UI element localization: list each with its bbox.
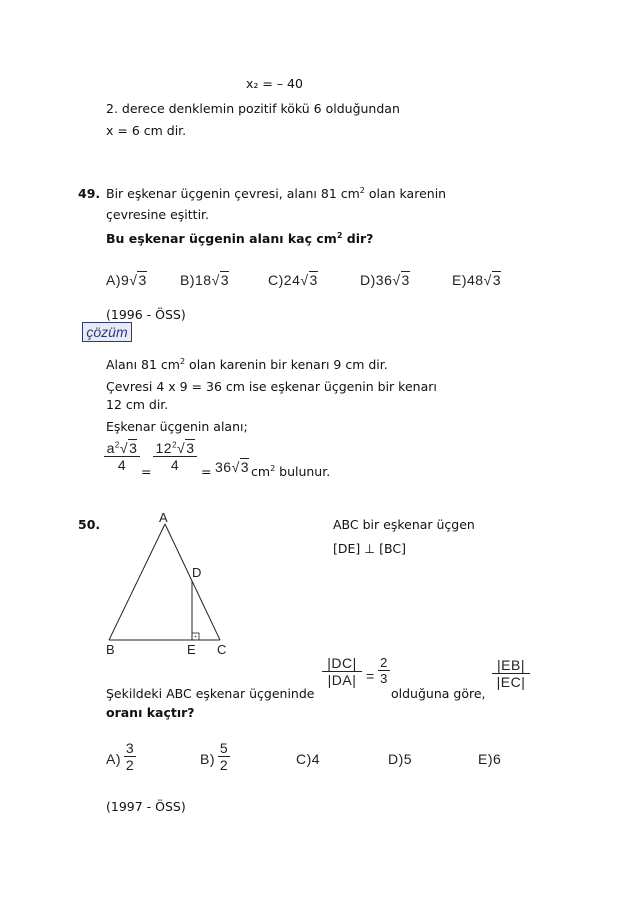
question-49-number: 49. bbox=[78, 186, 101, 201]
equals-sign-1: = bbox=[141, 464, 152, 479]
equals-sign-2: = bbox=[201, 464, 212, 479]
question-50-number: 50. bbox=[78, 517, 101, 532]
q50-option-a[interactable]: A) bbox=[106, 751, 121, 767]
q50-option-a-fraction[interactable]: $\frac{3}{2}$ bbox=[125, 740, 135, 773]
q49-option-c[interactable]: C)24√3 bbox=[268, 272, 318, 288]
positive-root-line: 2. derece denklemin pozitif kökü 6 olduğundan bbox=[106, 101, 400, 116]
question-49-text-line2: çevresine eşittir. bbox=[106, 207, 210, 222]
q49-option-e[interactable]: E)48√3 bbox=[452, 272, 502, 288]
q50-option-b-fraction[interactable]: $\frac{5}{2}$ bbox=[219, 740, 229, 773]
asked-ratio-eb-ec: $\frac{|EB|}{|EC|}$ bbox=[492, 657, 530, 690]
vertex-e-label: E bbox=[187, 642, 197, 657]
q50-condition-mid: olduğuna göre, bbox=[391, 686, 486, 701]
ratio-equals: = bbox=[366, 668, 375, 684]
q49-solution-line1: Alanı 81 $cm^2$ olan karenin bir kenarı 9 cm dir. bbox=[106, 356, 388, 372]
right-angle-dot bbox=[195, 636, 197, 638]
ratio-dc-da: $\frac{|DC|}{|DA|}$ bbox=[322, 655, 362, 688]
q49-solution-line3: 12 cm dir. bbox=[106, 397, 169, 412]
vertex-d-label: D bbox=[192, 565, 202, 580]
q50-option-e[interactable]: E)6 bbox=[478, 751, 502, 767]
x2-equation: x₂ = – 40 bbox=[246, 76, 303, 91]
question-49-prompt: Bu eşkenar üçgenin alanı kaç $cm^2$ dir? bbox=[106, 230, 374, 246]
ratio-two-thirds: $\frac{2}{3}$ bbox=[378, 655, 390, 686]
vertex-c-label: C bbox=[217, 642, 227, 657]
vertex-b-label: B bbox=[106, 642, 116, 657]
q49-solution-line4: Eşkenar üçgenin alanı; bbox=[106, 419, 248, 434]
question-50-prompt: oranı kaçtır? bbox=[106, 705, 195, 720]
q50-condition-text: Şekildeki ABC eşkenar üçgeninde bbox=[106, 686, 315, 701]
q49-option-a[interactable]: A)9√3 bbox=[106, 272, 147, 288]
solution-badge: çözüm bbox=[82, 322, 132, 342]
side-ab bbox=[109, 524, 165, 640]
q50-given-equilateral: ABC bir eşkenar üçgen bbox=[333, 517, 475, 532]
q50-given-perpendicular: [DE] ⊥ [BC] bbox=[333, 541, 406, 556]
vertex-a-label: A bbox=[159, 510, 169, 525]
q50-option-c[interactable]: C)4 bbox=[296, 751, 321, 767]
question-49-text-line1: Bir eşkenar üçgenin çevresi, alanı 81 $cm^2$ olan karenin bbox=[106, 185, 447, 201]
q49-option-d[interactable]: D)36√3 bbox=[360, 272, 410, 288]
area-formula-fraction-2: $\frac{12^2√3}{4}$ bbox=[153, 440, 197, 473]
q49-solution-line2: Çevresi 4 x 9 = 36 cm ise eşkenar üçgenin bir kenarı bbox=[106, 379, 437, 394]
q49-source: (1996 - ÖSS) bbox=[106, 307, 186, 322]
q49-option-b[interactable]: B)18√3 bbox=[180, 272, 230, 288]
q50-source: (1997 - ÖSS) bbox=[106, 799, 186, 814]
q50-option-d[interactable]: D)5 bbox=[388, 751, 413, 767]
q50-option-b[interactable]: B) bbox=[200, 751, 215, 767]
area-result-value: 36√3 bbox=[215, 459, 250, 475]
area-result-unit: $cm^2$ bulunur. bbox=[251, 463, 331, 479]
x-value-line: x = 6 cm dir. bbox=[106, 123, 187, 138]
area-formula-fraction-1: $\frac{a^2√3}{4}$ bbox=[104, 440, 140, 473]
